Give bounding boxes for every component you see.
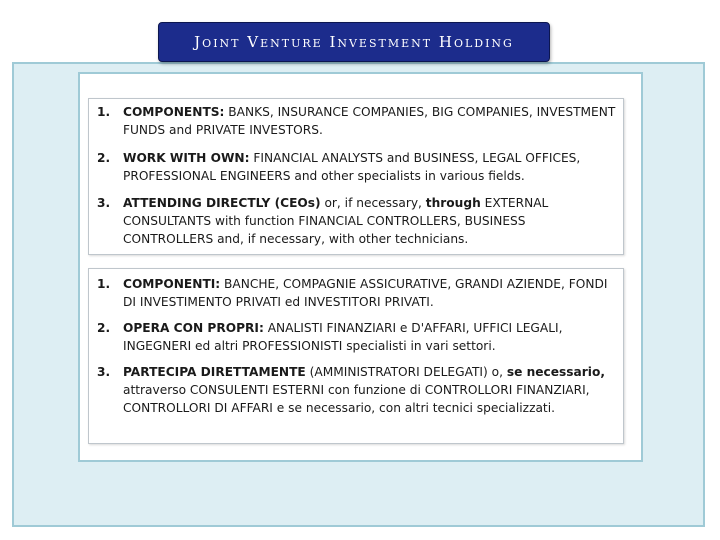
item-heading-secondary: se necessario, [506,365,605,379]
title-banner [158,22,550,62]
list-item [97,275,617,311]
item-text: BANKS, INSURANCE COMPANIES, BIG COMPANIES, INVESTMENT FUNDS and PRIVATE INVESTORS. [123,105,616,137]
item-text: BANCHE, COMPAGNIE ASSICURATIVE, GRANDI AZIENDE, FONDI DI INVESTIMENTO PRIVATI ed INVESTITORI PRIVATI. [123,277,608,309]
item-number: 1. [97,105,111,119]
item-text: attraverso CONSULENTI ESTERNI con funzione di CONTROLLORI FINANZIARI, CONTROLLORI DI AFFARI e se necessario, con altri tecnici specializzati. [123,383,590,415]
item-number: 2. [97,151,111,165]
item-text: or, if necessary, [320,196,426,210]
item-number: 1. [97,277,111,291]
item-number: 2. [97,321,111,335]
item-heading: WORK WITH OWN: [123,151,250,165]
list-item [97,103,617,139]
item-text: FINANCIAL ANALYSTS and BUSINESS, LEGAL OFFICES, PROFESSIONAL ENGINEERS and other specialists in various fields. [123,151,581,183]
italian-list-panel [88,268,624,444]
list-item [97,149,617,185]
english-list-panel [88,98,624,255]
list-item [97,363,617,417]
item-text: EXTERNAL CONSULTANTS with function FINANCIAL CONTROLLERS, BUSINESS CONTROLLERS and, if necessary, with other technicians. [123,196,549,246]
item-number: 3. [97,365,111,379]
item-heading: PARTECIPA DIRETTAMENTE [123,365,306,379]
item-heading-secondary: through [425,196,481,210]
item-text: ANALISTI FINANZIARI e D'AFFARI, UFFICI LEGALI, INGEGNERI ed altri PROFESSIONISTI specialisti in vari settori. [123,321,563,353]
item-heading: COMPONENTS: [123,105,225,119]
item-text: (AMMINISTRATORI DELEGATI) o, [305,365,507,379]
item-number: 3. [97,196,111,210]
list-item [97,319,617,355]
item-heading: COMPONENTI: [123,277,221,291]
item-heading: OPERA CON PROPRI: [123,321,264,335]
item-heading: ATTENDING DIRECTLY (CEOs) [123,196,321,210]
page-title: Joint Venture Investment Holding [194,33,514,51]
list-item [97,194,617,248]
